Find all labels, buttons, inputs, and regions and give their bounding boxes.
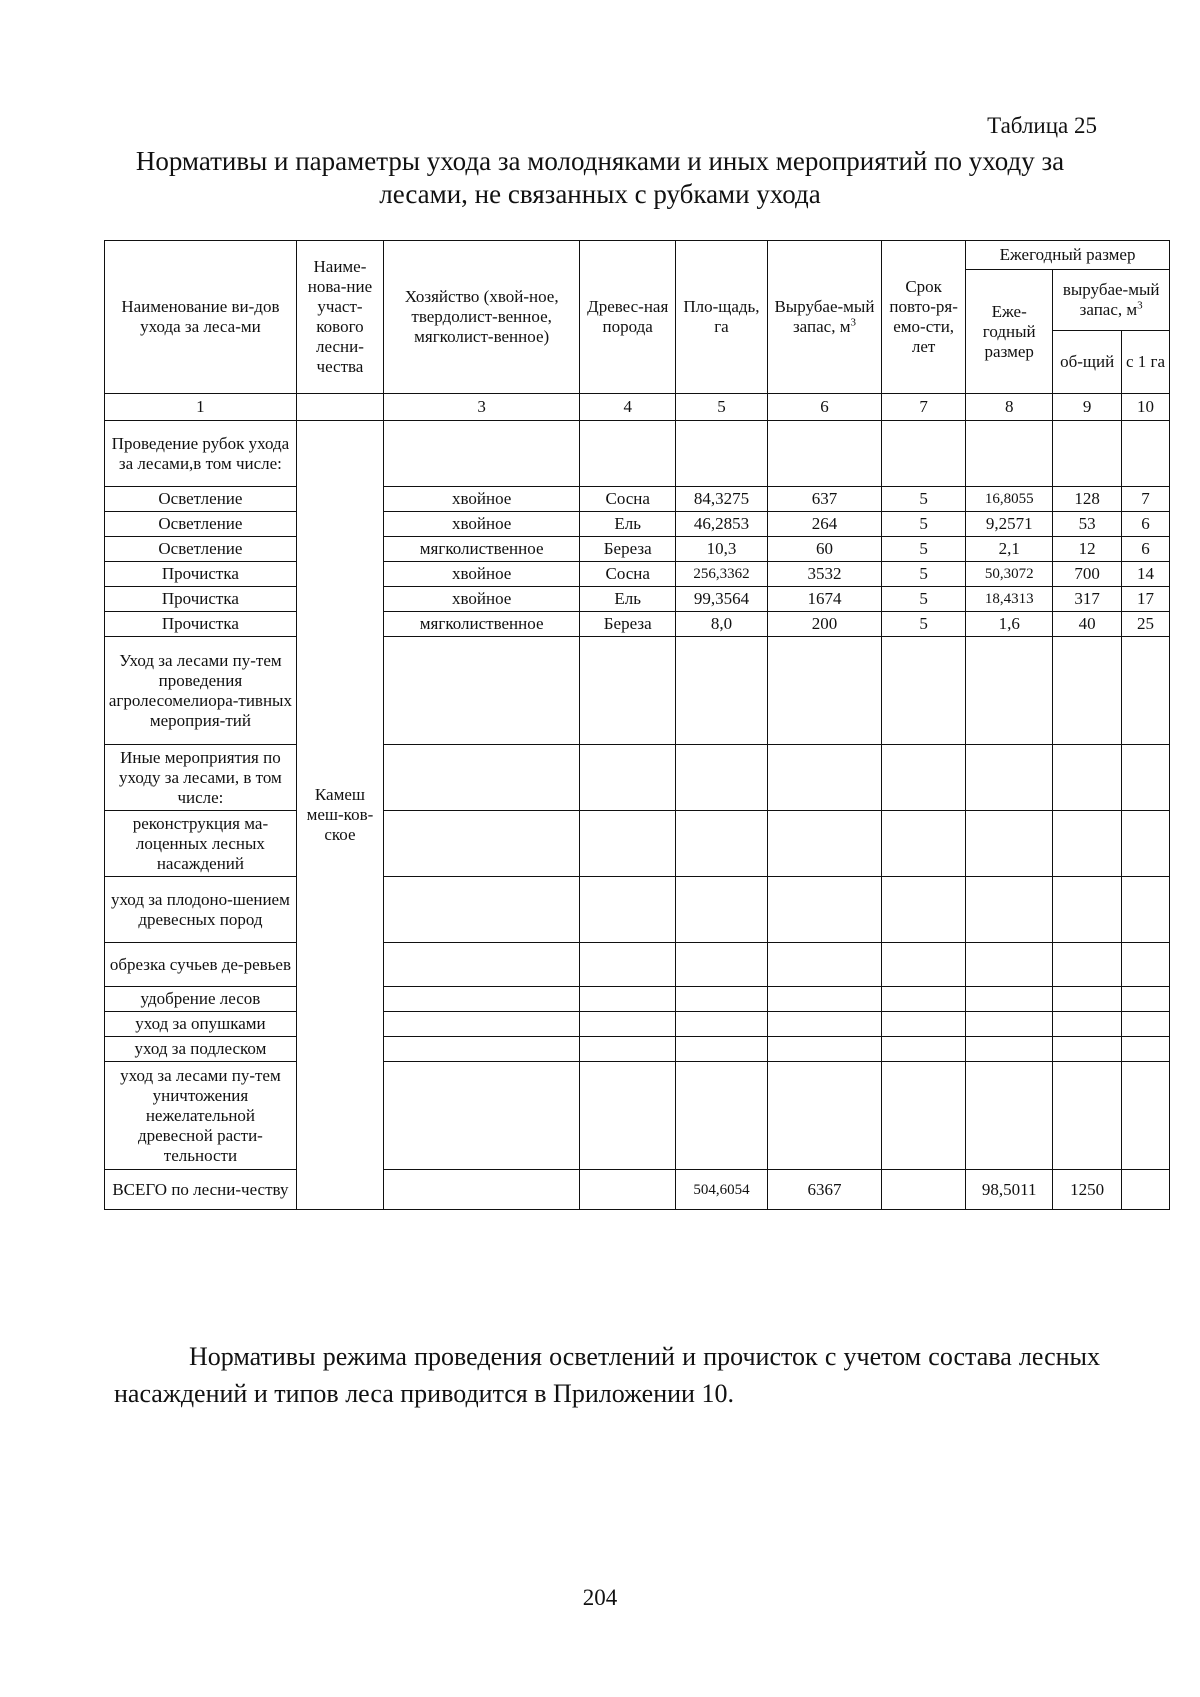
column-number — [296, 394, 383, 421]
cell-area — [676, 1037, 768, 1062]
cell-stock — [767, 1037, 881, 1062]
cell-farm — [384, 987, 580, 1012]
cell-period: 5 — [882, 512, 966, 537]
cell-farm — [384, 811, 580, 877]
row-care-type: уход за лесами пу-тем уничтожения нежелательной древесной расти-тельности — [105, 1062, 297, 1170]
cell-farm — [384, 1012, 580, 1037]
cell-stock — [767, 1012, 881, 1037]
cell-period — [882, 877, 966, 943]
cell-annual — [966, 1037, 1053, 1062]
cell-total: 700 — [1053, 562, 1122, 587]
cell-species — [580, 1012, 676, 1037]
cell-per-ha — [1121, 745, 1169, 811]
table-row — [105, 537, 1170, 562]
cell-annual — [966, 877, 1053, 943]
cell-annual — [966, 943, 1053, 987]
cell-species — [580, 1037, 676, 1062]
cell-stock: 637 — [767, 487, 881, 512]
cell-farm — [384, 1037, 580, 1062]
header-species: Древес-ная порода — [580, 241, 676, 394]
header-care-type: Наименование ви-дов ухода за леса-ми — [105, 241, 297, 394]
cell-species: Сосна — [580, 487, 676, 512]
cell-species — [580, 421, 676, 487]
cell-area — [676, 811, 768, 877]
cell-total — [1053, 421, 1122, 487]
cell-area: 46,2853 — [676, 512, 768, 537]
cell-area — [676, 637, 768, 745]
cell-period — [882, 987, 966, 1012]
forestry-name: Камеш меш-ков-ское — [296, 421, 383, 1210]
table-row — [105, 562, 1170, 587]
cell-period — [882, 1037, 966, 1062]
cell-area — [676, 987, 768, 1012]
table-row — [105, 587, 1170, 612]
cell-stock — [767, 811, 881, 877]
cell-species: Сосна — [580, 562, 676, 587]
title-line-2: лесами, не связанных с рубками ухода — [379, 179, 821, 209]
cell-total — [1053, 1012, 1122, 1037]
cell-per-ha: 17 — [1121, 587, 1169, 612]
row-care-type: Проведение рубок ухода за лесами,в том числе: — [105, 421, 297, 487]
cell-per-ha: 6 — [1121, 512, 1169, 537]
cell-area — [676, 1062, 768, 1170]
cell-total — [1053, 943, 1122, 987]
cell-area: 99,3564 — [676, 587, 768, 612]
cell-period — [882, 943, 966, 987]
table-row — [105, 1170, 1170, 1210]
cell-period: 5 — [882, 612, 966, 637]
cell-per-ha — [1121, 811, 1169, 877]
cell-species — [580, 943, 676, 987]
row-care-type: реконструкция ма-лоценных лесных насаждений — [105, 811, 297, 877]
cell-stock — [767, 421, 881, 487]
cell-total — [1053, 987, 1122, 1012]
row-care-type: Уход за лесами пу-тем проведения агролесомелиора-тивных мероприя-тий — [105, 637, 297, 745]
cell-species: Ель — [580, 587, 676, 612]
header-area: Пло-щадь, га — [676, 241, 768, 394]
column-number: 9 — [1053, 394, 1122, 421]
cell-per-ha: 14 — [1121, 562, 1169, 587]
cell-farm — [384, 745, 580, 811]
row-care-type: Осветление — [105, 487, 297, 512]
cell-area — [676, 1012, 768, 1037]
cell-annual: 9,2571 — [966, 512, 1053, 537]
cell-annual — [966, 1012, 1053, 1037]
table-row — [105, 745, 1170, 811]
table-row — [105, 612, 1170, 637]
cell-stock: 264 — [767, 512, 881, 537]
cell-farm — [384, 943, 580, 987]
table-row — [105, 811, 1170, 877]
table-row — [105, 877, 1170, 943]
row-care-type: обрезка сучьев де-ревьев — [105, 943, 297, 987]
column-number: 8 — [966, 394, 1053, 421]
header-period: Срок повто-ря-емо-сти, лет — [882, 241, 966, 394]
cell-period — [882, 1062, 966, 1170]
cell-farm: хвойное — [384, 512, 580, 537]
cell-annual: 2,1 — [966, 537, 1053, 562]
cell-per-ha: 7 — [1121, 487, 1169, 512]
cell-species — [580, 877, 676, 943]
column-number: 1 — [105, 394, 297, 421]
cell-area: 256,3362 — [676, 562, 768, 587]
cell-species — [580, 811, 676, 877]
cell-total: 317 — [1053, 587, 1122, 612]
cell-period: 5 — [882, 487, 966, 512]
cell-stock — [767, 987, 881, 1012]
cell-stock — [767, 943, 881, 987]
column-number: 3 — [384, 394, 580, 421]
cell-total: 53 — [1053, 512, 1122, 537]
row-care-type: уход за плодоно-шением древесных пород — [105, 877, 297, 943]
page-number: 204 — [582, 1585, 618, 1610]
table-caption: Таблица 25 — [987, 113, 1097, 138]
table-row — [105, 487, 1170, 512]
cell-period — [882, 1012, 966, 1037]
cell-per-ha — [1121, 1037, 1169, 1062]
column-number: 4 — [580, 394, 676, 421]
cell-area: 504,6054 — [676, 1170, 768, 1210]
cell-farm — [384, 877, 580, 943]
cell-stock — [767, 1062, 881, 1170]
cell-total — [1053, 1062, 1122, 1170]
table-row — [105, 512, 1170, 537]
cell-per-ha — [1121, 1062, 1169, 1170]
cell-species — [580, 637, 676, 745]
cell-species: Береза — [580, 537, 676, 562]
cell-total: 12 — [1053, 537, 1122, 562]
cell-farm — [384, 421, 580, 487]
row-care-type: ВСЕГО по лесни-честву — [105, 1170, 297, 1210]
cell-species — [580, 987, 676, 1012]
cell-species — [580, 1170, 676, 1210]
cell-annual — [966, 421, 1053, 487]
table-row — [105, 637, 1170, 745]
row-care-type: Прочистка — [105, 612, 297, 637]
cell-stock: 3532 — [767, 562, 881, 587]
header-stock: Вырубае-мый запас, $м^3$ — [767, 241, 881, 394]
cell-total — [1053, 1037, 1122, 1062]
cell-annual: 16,8055 — [966, 487, 1053, 512]
cell-annual: 50,3072 — [966, 562, 1053, 587]
cell-period: 5 — [882, 537, 966, 562]
title-line-1: Нормативы и параметры ухода за молодняками и иных мероприятий по уходу за — [135, 146, 1065, 176]
header-total: об-щий — [1053, 331, 1122, 394]
row-care-type: Прочистка — [105, 562, 297, 587]
cell-per-ha — [1121, 877, 1169, 943]
cell-stock — [767, 745, 881, 811]
column-number: 5 — [676, 394, 768, 421]
cell-per-ha — [1121, 943, 1169, 987]
cell-total — [1053, 811, 1122, 877]
cell-area — [676, 745, 768, 811]
cell-area — [676, 943, 768, 987]
row-care-type: Осветление — [105, 512, 297, 537]
cell-area: 84,3275 — [676, 487, 768, 512]
cell-stock — [767, 637, 881, 745]
cell-stock: 1674 — [767, 587, 881, 612]
cell-farm: хвойное — [384, 587, 580, 612]
cell-stock: 200 — [767, 612, 881, 637]
table-row — [105, 1037, 1170, 1062]
cell-period: 5 — [882, 562, 966, 587]
row-care-type: Иные мероприятия по уходу за лесами, в том числе: — [105, 745, 297, 811]
cell-area: 8,0 — [676, 612, 768, 637]
cell-period — [882, 421, 966, 487]
cell-total: 1250 — [1053, 1170, 1122, 1210]
row-care-type: уход за опушками — [105, 1012, 297, 1037]
table-title — [100, 145, 1100, 211]
cell-per-ha — [1121, 1012, 1169, 1037]
header-annual-size: Ежегодный размер — [966, 241, 1170, 270]
cell-annual — [966, 811, 1053, 877]
cell-period — [882, 811, 966, 877]
cell-area — [676, 421, 768, 487]
cell-period — [882, 745, 966, 811]
table-row — [105, 421, 1170, 487]
table-row — [105, 1012, 1170, 1037]
cell-species: Ель — [580, 512, 676, 537]
cell-stock: 60 — [767, 537, 881, 562]
cell-farm: мягколиственное — [384, 537, 580, 562]
cell-farm: мягколиственное — [384, 612, 580, 637]
cell-period — [882, 1170, 966, 1210]
cell-stock: 6367 — [767, 1170, 881, 1210]
cell-per-ha — [1121, 421, 1169, 487]
cell-farm — [384, 1170, 580, 1210]
cell-area: 10,3 — [676, 537, 768, 562]
cell-annual: 98,5011 — [966, 1170, 1053, 1210]
cell-annual — [966, 1062, 1053, 1170]
cell-annual: 18,4313 — [966, 587, 1053, 612]
table-row — [105, 987, 1170, 1012]
header-farm: Хозяйство (хвой-ное, твердолист-венное, мягколист-венное) — [384, 241, 580, 394]
cell-farm — [384, 1062, 580, 1170]
cell-annual — [966, 637, 1053, 745]
column-number: 7 — [882, 394, 966, 421]
care-norms-table — [104, 240, 1170, 1210]
cell-species — [580, 745, 676, 811]
header-cut-stock: вырубае-мый запас, $м^3$ — [1053, 270, 1170, 331]
cell-farm — [384, 637, 580, 745]
cell-species — [580, 1062, 676, 1170]
cell-total — [1053, 637, 1122, 745]
cell-per-ha — [1121, 637, 1169, 745]
body-paragraph: Нормативы режима проведения осветлений и прочисток с учетом состава лесных насаждений и типов леса приводится в Приложении 10. — [114, 1342, 1100, 1408]
cell-species: Береза — [580, 612, 676, 637]
cell-annual — [966, 987, 1053, 1012]
header-annual: Еже-годный размер — [966, 270, 1053, 394]
cell-period: 5 — [882, 587, 966, 612]
cell-total: 40 — [1053, 612, 1122, 637]
header-forestry: Наиме-нова-ние участ-кового лесни-чества — [296, 241, 383, 394]
cell-total: 128 — [1053, 487, 1122, 512]
cell-total — [1053, 877, 1122, 943]
cell-farm: хвойное — [384, 487, 580, 512]
cell-annual: 1,6 — [966, 612, 1053, 637]
cell-per-ha: 25 — [1121, 612, 1169, 637]
cell-per-ha: 6 — [1121, 537, 1169, 562]
header-per-ha: с 1 га — [1121, 331, 1169, 394]
row-care-type: Прочистка — [105, 587, 297, 612]
column-number: 10 — [1121, 394, 1169, 421]
cell-annual — [966, 745, 1053, 811]
cell-period — [882, 637, 966, 745]
table-row — [105, 1062, 1170, 1170]
row-care-type: Осветление — [105, 537, 297, 562]
cell-per-ha — [1121, 1170, 1169, 1210]
cell-per-ha — [1121, 987, 1169, 1012]
column-number: 6 — [767, 394, 881, 421]
row-care-type: уход за подлеском — [105, 1037, 297, 1062]
cell-area — [676, 877, 768, 943]
row-care-type: удобрение лесов — [105, 987, 297, 1012]
cell-total — [1053, 745, 1122, 811]
cell-stock — [767, 877, 881, 943]
cell-farm: хвойное — [384, 562, 580, 587]
table-row — [105, 943, 1170, 987]
